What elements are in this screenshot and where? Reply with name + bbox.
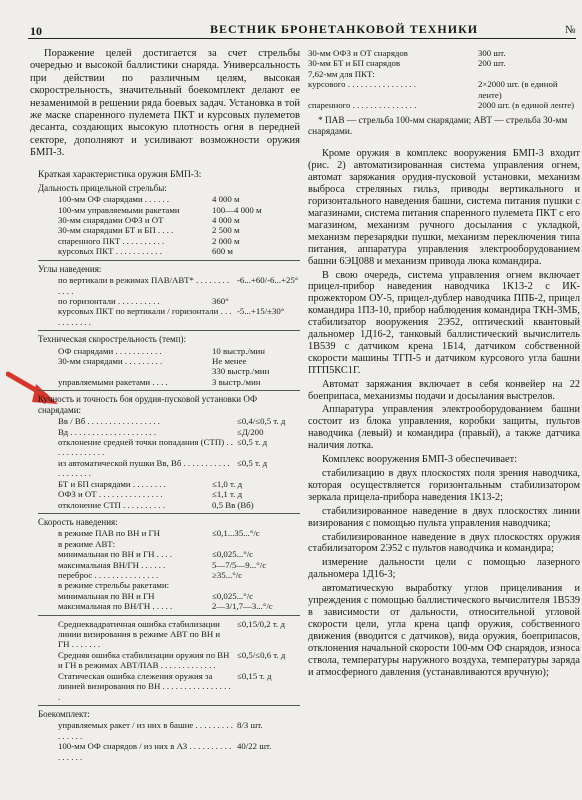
spec-row	[30, 236, 300, 246]
issue-label: №	[565, 24, 576, 36]
header-rule	[28, 38, 576, 39]
ammo-heading: Боекомплект:	[38, 708, 90, 719]
ammo-row	[308, 79, 580, 100]
section-divider	[38, 260, 300, 261]
spec-row	[30, 306, 300, 327]
spec-row	[30, 346, 300, 356]
spec-value: 5—7/5—9...°/с	[212, 559, 267, 570]
ammo-row	[308, 69, 580, 79]
body-paragraph: автоматическую выработку углов прицеливания и упреждения с помощью баллистического вычислителя 1В539 в зависимости от дальности, относительной угловой скорости цели, угла крена цапф оружия, собственного движения (вводится с датчиков), вида оружия, боеприпасов, отклонения начальной скорости 100-мм ОФ снарядов, износа ствола, температуры наружного воздуха, температуры заряда и атмосферного давления (устанавливаются вручную);	[308, 583, 580, 678]
spec-value: ≤0,15/0,2 т. д	[237, 618, 285, 629]
right-column	[308, 48, 580, 680]
spec-value: 2 000 м	[212, 235, 240, 246]
page-number: 10	[30, 24, 42, 38]
left-column	[30, 48, 300, 762]
spec-row	[30, 591, 300, 601]
spec-row	[30, 275, 300, 296]
ammo-list	[30, 720, 300, 762]
spec-row	[30, 539, 300, 549]
spec-row	[30, 570, 300, 580]
spec-row	[30, 720, 300, 741]
ammo-label: 30-мм ОФЗ и ОТ снарядов	[308, 48, 408, 58]
spec-label: по горизонтали . . . . . . . . . .	[58, 295, 160, 306]
spec-label: 30-мм снарядами БТ и БП . . . .	[58, 225, 174, 236]
spec-row	[30, 458, 300, 479]
spec-label: ОФ снарядами . . . . . . . . . . .	[58, 345, 162, 356]
spec-row	[30, 225, 300, 235]
section-divider	[38, 705, 300, 706]
spec-label: в режиме АВТ:	[58, 538, 116, 549]
spec-row	[30, 671, 300, 702]
spec-row	[30, 194, 300, 204]
spec-label: максимальная по ВН/ГН . . . . .	[58, 601, 173, 612]
spec-row	[30, 741, 300, 762]
spec-label: в режиме стрельбы ракетами:	[58, 580, 170, 591]
spec-label: спаренного ПКТ . . . . . . . . . .	[58, 235, 165, 246]
spec-label: Средняя ошибка стабилизации оружия по ВН и ГН в режимах АВТ/ПАВ . . . . . . . . . . . . .	[58, 649, 230, 671]
spec-value: 0,5 Вв (Вб)	[212, 499, 254, 510]
ammo-row	[308, 58, 580, 68]
body-paragraph: измерение дальности цели с помощью лазерного дальномера 1Д16-3;	[308, 557, 580, 581]
body-paragraph: В свою очередь, система управления огнем включает прицел-прибор наведения наводчика 1К13-2 с ИК-прожектором ОУ-5, прицел-дублер наводчика ППБ-2, прицел командира 1ПЗ-10, прибор наблюдения командира ТКН-3МБ, стабилизатор вооружения 2Э52, оптический квантовый дальномер 1Д16-2, танковый баллистический вычислитель 1В539 с датчиком крена 1Б14, датчиком собственной скорости машины ТГП-5 и датчиком курсового угла башни ПТП5КС1Г.	[308, 269, 580, 376]
spec-label: курсовых ПКТ . . . . . . . . . . .	[58, 246, 162, 257]
accuracy-list	[30, 416, 300, 510]
spec-row	[30, 205, 300, 215]
spec-row	[30, 500, 300, 510]
ammo-label: курсового . . . . . . . . . . . . . . . .	[308, 79, 416, 90]
speed-heading: Скорость наведения:	[38, 516, 118, 527]
ammo-label: спаренного . . . . . . . . . . . . . . .	[308, 100, 417, 111]
angles-list	[30, 275, 300, 327]
spec-label: управляемыми ракетами . . . .	[58, 376, 168, 387]
spec-row	[30, 416, 300, 426]
spec-label: Статическая ошибка слежения оружия за линией визирования по ВН . . . . . . . . . . . . . . . . .	[58, 670, 231, 702]
journal-title: ВЕСТНИК БРОНЕТАНКОВОЙ ТЕХНИКИ	[210, 22, 479, 36]
body-paragraph: стабилизацию в двух плоскостях поля зрения наводчика, которая осуществляется горизонтальным стабилизатором зеркала прицела-прибора наведения 1К13-2;	[308, 468, 580, 503]
spec-row	[30, 650, 300, 671]
ammo-label: 30-мм БТ и БП снарядов	[308, 58, 401, 69]
ammo-label: 7,62-мм для ПКТ:	[308, 68, 375, 79]
spec-label: 100-мм управляемыми ракетами	[58, 204, 180, 215]
spec-value: -5...+15/±30°	[237, 306, 285, 317]
spec-label: Среднеквадратичная ошибка стабилизации линии визирования в режиме АВТ по ВН и ГН . . . . . . .	[58, 618, 221, 650]
spec-label: БТ и БП снарядами . . . . . . . .	[58, 478, 166, 489]
spec-value: 2—3/1,7—3...°/с	[212, 601, 273, 612]
spec-label: максимальная ВН/ГН . . . . . .	[58, 559, 166, 570]
spec-label: в режиме ПАВ по ВН и ГН	[58, 528, 160, 539]
spec-label: минимальная по ВН и ГН . . . .	[58, 549, 173, 560]
spec-label: отклонение СТП . . . . . . . . . .	[58, 499, 165, 510]
spec-label: Вв / Вб . . . . . . . . . . . . . . . . .	[58, 416, 160, 427]
spec-value: 100—4 000 м	[212, 204, 262, 215]
spec-label: по вертикали в режимах ПАВ/АВТ* . . . . . . . . . . . .	[58, 275, 230, 296]
speed-list	[30, 528, 300, 611]
body-paragraph: Кроме оружия в комплекс вооружения БМП-3 входит (рис. 2) автоматизированная система управления огнем, автомат заряжания орудия-пусковой установки, механизм выброса стреляных гильз, приводы вертикального и горизонтального наведения башни, система питания пушки с магазинами, система питания спаренного пулемета ПКТ с его магазином, механизм ручного досылания с укладкой, механизм перезарядки пушки, механизм переключения типа питания, аппаратура управления электрооборудованием башни 6ЭЦ088 и механизм привода люка командира.	[308, 148, 580, 267]
spec-value: ≤0,5 т. д	[237, 457, 268, 468]
spec-value: ≤Д/200	[237, 426, 264, 437]
section-divider	[38, 390, 300, 391]
spec-row	[30, 427, 300, 437]
rate-list	[30, 346, 300, 388]
spec-row	[30, 215, 300, 225]
spec-row	[30, 601, 300, 611]
spec-value: ≥35...°/с	[212, 570, 243, 581]
ammo-value: 2000 шт. (в единой ленте)	[478, 100, 575, 111]
spec-label: 100-мм ОФ снарядами . . . . . .	[58, 194, 170, 205]
spec-value: 40/22 шт.	[237, 741, 272, 752]
spec-value	[208, 539, 300, 549]
spec-value: ≤0,5/≤0,6 т. д	[237, 649, 286, 660]
ammo-value: 200 шт.	[478, 58, 506, 69]
spec-value: ≤0,025...°/с	[212, 590, 254, 601]
spec-value: ≤1,1 т. д	[212, 489, 243, 500]
body-paragraph: Аппаратура управления электрооборудованием башни состоит из блока управления, коробки защиты, пультов наводчика (левый) и командира (правый), а также датчика наличия лотка.	[308, 404, 580, 452]
spec-value: 10 выстр./мин	[212, 345, 265, 356]
spec-row	[30, 580, 300, 590]
spec-value: ≤0,4/≤0,5 т. д	[237, 416, 286, 427]
spec-label: Вд . . . . . . . . . . . . . . . . . . . .	[58, 426, 157, 437]
right-paragraphs	[308, 148, 580, 678]
section-divider	[38, 330, 300, 331]
ammo-value: 300 шт.	[478, 48, 506, 58]
spec-row	[30, 377, 300, 387]
accuracy-heading: Кучность и точность боя орудия-пусковой установки ОФ снарядами:	[38, 394, 258, 415]
spec-value: ≤0,1...35...°/с	[212, 528, 260, 539]
spec-value: 3 выстр./мин	[212, 376, 261, 387]
spec-value: 600 м	[212, 246, 233, 257]
spec-label: 30-мм снарядами . . . . . . . . .	[58, 356, 163, 367]
spec-label: переброс . . . . . . . . . . . . . . .	[58, 570, 159, 581]
spec-value: ≤1,0 т. д	[212, 478, 243, 489]
spec-value: 360°	[212, 295, 229, 306]
spec-row	[30, 356, 300, 377]
intro-paragraph: Поражение целей достигается за счет стрельбы очередью и высокой баллистики снаряда. Универсальность при действии по различным целям, высокая скорострельность, значительный боекомплект делают ее незаменимой в решении ряда боевых задач. Установка в той же маске спаренного пулемета ПКТ и курсовых пулеметов десанта, создающих высокую плотность огня в передней секторе, дополняют и усиливают возможности оружия БМП-3.	[30, 48, 300, 159]
spec-value: 8/3 шт.	[237, 720, 263, 731]
angles-heading: Углы наведения:	[38, 263, 102, 274]
body-paragraph: Автомат заряжания включает в себя конвейер на 22 боеприпаса, механизмы подачи и досылания выстрелов.	[308, 378, 580, 402]
spec-row	[30, 560, 300, 570]
spec-row	[30, 437, 300, 458]
spec-value: ≤0,15 т. д	[237, 670, 272, 681]
spec-value: 2 500 м	[212, 225, 240, 236]
spec-value: ≤0,5 т. д	[237, 437, 268, 448]
section-divider	[38, 513, 300, 514]
spec-label: из автоматической пушки Вв, Вб . . . . . . . . . . . . . . . . . . .	[58, 457, 230, 479]
spec-value: -6...+60/-6...+25°	[237, 275, 299, 286]
ammo-value	[478, 69, 580, 79]
misc-list	[30, 619, 300, 702]
spec-row	[30, 619, 300, 650]
spec-label: курсовых ПКТ по вертикали / горизонтали . . . . . . . . . . .	[58, 306, 232, 327]
spec-row	[30, 296, 300, 306]
spec-label: 100-мм ОФ снарядов / из них в АЗ . . . . . . . . . . . . . . . .	[58, 741, 232, 762]
spec-value: 4 000 м	[212, 194, 240, 205]
body-paragraph: Комплекс вооружения БМП-3 обеспечивает:	[322, 454, 517, 466]
spec-label: ОФЗ и ОТ . . . . . . . . . . . . . . .	[58, 489, 163, 500]
spec-value: 4 000 м	[212, 214, 240, 225]
body-paragraph: стабилизированное наведение в двух плоскостях оружия стабилизатором 2Э52 с пультов наводчика и командира;	[308, 531, 580, 555]
ammo-row	[308, 48, 580, 58]
range-heading: Дальность прицельной стрельбы:	[38, 182, 167, 193]
spec-label: отклонение средней точки попадания (СТП) . . . . . . . . . . . . .	[58, 437, 233, 458]
spec-row	[30, 246, 300, 256]
spec-label: минимальная по ВН и ГН	[58, 590, 155, 601]
rate-heading: Техническая скорострельность (темп):	[38, 334, 187, 345]
spec-label: управляемых ракет / из них в башне . . . . . . . . . . . . . . .	[58, 720, 233, 741]
spec-title: Краткая характеристика оружия БМП-3:	[38, 169, 202, 180]
footnote: * ПАВ — стрельба 100-мм снарядами; АВТ — стрельба 30-мм снарядами.	[308, 116, 568, 138]
spec-row	[30, 549, 300, 559]
ammo-row	[308, 100, 580, 110]
range-list	[30, 194, 300, 256]
spec-row	[30, 479, 300, 489]
ammo-value: 2×2000 шт. (в единой ленте)	[478, 79, 558, 100]
spec-row	[30, 489, 300, 499]
spec-value: Не менее 330 выстр./мин	[212, 356, 270, 377]
ammo-continued	[308, 48, 580, 110]
body-paragraph: стабилизированное наведение в двух плоскостях линии визирования с помощью пульта управления наводчика;	[308, 505, 580, 529]
spec-row	[30, 528, 300, 538]
spec-label: 30-мм снарядами ОФЗ и ОТ	[58, 214, 164, 225]
spec-value: ≤0,025...°/с	[212, 549, 254, 560]
spec-value	[208, 580, 300, 590]
section-divider	[38, 615, 300, 616]
